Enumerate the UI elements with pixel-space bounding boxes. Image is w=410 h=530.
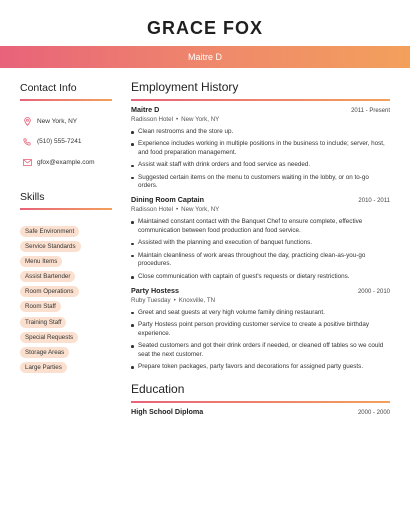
contact-phone: [20, 132, 112, 153]
contact-list: [20, 111, 112, 173]
skill-badge: Safe Environment: [20, 226, 79, 237]
contact-email-text: gfox@example.com: [37, 158, 95, 166]
contact-email: [20, 152, 112, 173]
location-pin-icon: [20, 115, 34, 127]
job-bullet: Assist wait staff with drink orders and food service as needed.: [131, 161, 390, 170]
job-dates: 2010 - 2011: [358, 198, 390, 205]
job-bullet: Prepare token packages, party favors and decorations for assigned party guests.: [131, 363, 390, 372]
job-bullet: Maintained constant contact with the Banquet Chef to ensure complete, effective communication between food production and food service.: [131, 218, 390, 236]
job-company: Radisson Hotel: [131, 206, 173, 214]
job-bullet: Assisted with the planning and execution of banquet functions.: [131, 239, 390, 248]
job-bullet: Experience includes working in multiple positions in the business to include; server, host, and food preparation management.: [131, 140, 390, 158]
skill-badge: Storage Areas: [20, 347, 69, 358]
job-bullet: Suggested certain items on the menu to customers waiting in the lobby, or on to-go orders.: [131, 174, 390, 192]
skill-badge: Service Standards: [20, 241, 81, 252]
job-bullet: Maintain cleanliness of work areas throughout the day, practicing clean-as-you-go procedures.: [131, 252, 390, 270]
contact-location-text: New York, NY: [37, 117, 78, 125]
job-title: Dining Room Captain: [131, 195, 205, 205]
job-bullet: Close communication with captain of guest's requests or dietary restrictions.: [131, 273, 390, 282]
skills-section-title: Skills: [20, 190, 45, 203]
candidate-name: GRACE FOX: [146, 18, 263, 38]
job-company: Ruby Tuesday: [131, 296, 171, 304]
job-bullet: Greet and seat guests at very high volume family dining restaurant.: [131, 309, 390, 318]
skill-badge: Room Staff: [20, 301, 61, 312]
position-banner: Maitre D: [0, 46, 410, 68]
employment-section-title: Employment History: [131, 80, 239, 94]
education-dates: 2000 - 2000: [357, 409, 390, 416]
phone-icon: [20, 136, 34, 148]
education-degree: High School Diploma: [131, 406, 204, 416]
job-location: New York, NY: [181, 116, 220, 123]
job-bullets: [131, 309, 390, 372]
skill-badge: Large Parties: [20, 362, 67, 373]
contact-location: [20, 111, 112, 132]
right-column: [131, 80, 390, 416]
skill-badge: Room Operations: [20, 286, 79, 297]
job-bullet: Seated customers and got their drink orders if needed, or cleaned off tables so we could seat the next customer.: [131, 342, 390, 360]
contact-divider: [20, 99, 112, 101]
skill-badge: Assist Bartender: [20, 271, 75, 282]
left-column: [20, 82, 112, 371]
education-entry: [131, 407, 390, 416]
education-section-title: Education: [131, 381, 185, 396]
job-dates: 2011 - Present: [351, 108, 390, 114]
job-location: New York, NY: [181, 206, 220, 214]
envelope-icon: [20, 156, 34, 168]
job-title: Party Hostess: [131, 285, 179, 295]
skill-badge: Special Requests: [20, 332, 78, 343]
job-entry: Dining Room Captain 2010 - 2011 Radisson Hotel • New York, NY Maintained constant contact with the Banquet Chef to ensure complete, effective communication between food production and food service. Assisted with the planning and execution of banquet functions. Maintain cleanliness of work areas throughout the day, practicing clean-as-you-go procedures. Close communication with captain of guest's requests or dietary restrictions.: [131, 195, 390, 280]
skill-badge: Training Staff: [20, 317, 66, 328]
skills-divider: [20, 208, 112, 210]
job-entry: Maitre D 2011 - Present Radisson Hotel • New York, NY Clean restrooms and the store up. Experience includes working in multiple positions in the business to include; server, host, and food preparation management. Assist wait staff with drink orders and food service as needed. Suggested certain items on the menu to customers waiting in the lobby, or on to-go orders.: [131, 105, 390, 190]
contact-section-title: Contact Info: [20, 82, 77, 94]
job-bullet: Clean restrooms and the store up.: [131, 128, 390, 137]
job-bullet: Party Hostess point person providing customer service to create a positive birthday experience.: [131, 321, 390, 339]
employment-divider: [131, 99, 390, 101]
job-location: Knoxville, TN: [178, 296, 216, 304]
skill-badge: Menu Items: [20, 256, 62, 267]
job-dates: 2000 - 2010: [357, 288, 390, 295]
education-divider: [131, 401, 390, 403]
job-bullets: [131, 218, 390, 281]
job-title: Maitre D: [131, 105, 160, 114]
job-bullets: [131, 128, 390, 191]
contact-phone-text: (510) 555-7241: [37, 138, 82, 146]
skills-list: [20, 220, 112, 372]
job-entry: Party Hostess 2000 - 2010 Ruby Tuesday • Knoxville, TN Greet and seat guests at very high volume family dining restaurant. Party Hostess point person providing customer service to create a positive birthday experience. Seated customers and got their drink orders if needed, or cleaned off tables so we could seat the next customer. Prepare token packages, party favors and decorations for assigned party guests.: [131, 285, 390, 371]
job-company: Radisson Hotel: [131, 116, 173, 123]
